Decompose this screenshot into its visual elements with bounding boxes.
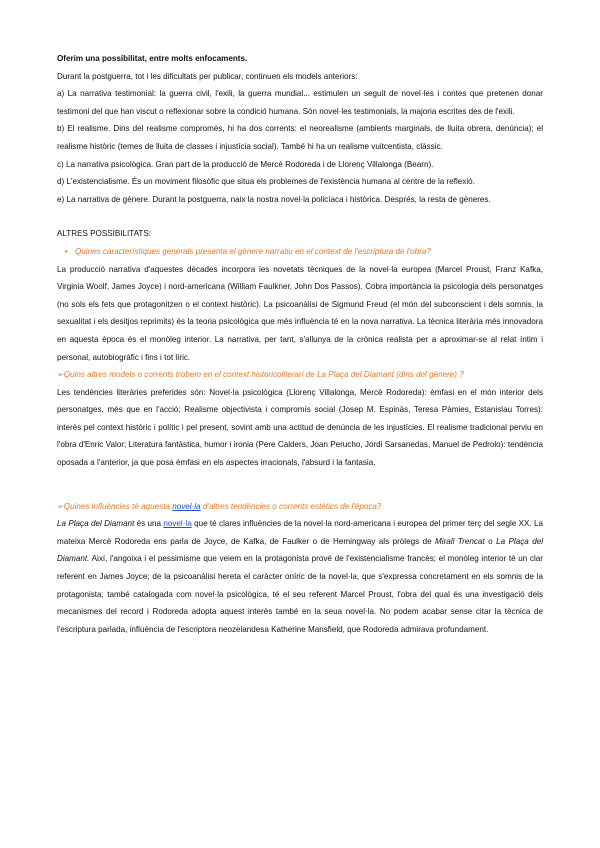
intro-lead: Durant la postguerra, tot i les dificultats per publicar, continuen els models anteriors: xyxy=(57,71,358,81)
answer-3-part: o xyxy=(484,536,497,546)
question-1-text: Quines característiques generals presenta el gènere narratiu en el context de l'escriptura de l'obra? xyxy=(75,246,431,256)
answer-3-part: Així, l'angoixa i el pessimisme que veiem en la protagonista prové de l'existencialisme francès; el monòleg interior té un clar referent en James Joyce; de la psicoanàlisi hereta el caràcter oníric de la novel·la, que s'expressa concretament en els somnis de la protagonista; també catalogada com novel·la psicològica, té el seu referent Marcel Proust, l'obra del qual és una investigació dels mecanismes del record i Rodoreda adopta aquest interès també en la seua novel·la. No podem acabar sense citar la tècnica de l'escriptura parlada, influència de l'escriptora neozelandesa Katherine Mansfield, que Rodoreda admirava profundament. xyxy=(57,554,543,634)
list-item-b: b) El realisme. Dins del realisme compromès, hi ha dos corrents: el neorealisme (ambients marginals, de lluita obrera, denúncia); el realisme històric (temes de lluita de classes i injustícia social). També hi ha un realisme vuitcentista, clàssic. xyxy=(57,124,543,151)
book-title: La Plaça del Diamant xyxy=(57,519,135,529)
book-title-placa: La Plaça del Diamant. xyxy=(57,536,544,564)
novella-link[interactable]: novel·la xyxy=(172,501,201,511)
answer-2: Les tendències literàries preferides són: Novel·la psicològica (Llorenç Villalonga, Mercè Rodoreda): èmfasi en el món interior dels personatges, més que en l'acció; Realisme objectivista i compromís social (Josep M. Espinàs, Teresa Pàmies, Estanislau Torres): interès pel context històric i polític i pel present, sovint amb una actitud de denúncia de les injustícies. El realisme tradicional perviu en l'obra d'Enric Valor; Literatura fantàstica, humor i ironia (Pere Calders, Joan Perucho, Jordi Sarsanedas, Manuel de Pedrolo): tendència oposada a l'anterior, ja que posa èmfasi en els aspectes irracionals, l'absurd i la fantasia. xyxy=(57,387,543,468)
question-3-post: d'altres tendències o corrents estètics de l'època? xyxy=(200,501,382,511)
spacer xyxy=(57,472,543,498)
novella-link-2[interactable]: novel·la xyxy=(163,519,192,529)
list-item-e: e) La narrativa de gènere. Durant la postguerra, naix la nostra novel·la policíaca i històrica. Després, la resta de gèneres. xyxy=(57,194,491,204)
question-2: ➢Quins altres models o corrents trobem en el context historicoliterari de La Plaça del Diamant (dins del gènere) ? xyxy=(57,370,464,380)
list-item-d: d) L'existencialisme. És un moviment filosòfic que situa els problemes de l'existència humana al centre de la reflexió. xyxy=(57,177,475,187)
bullet-icon: • xyxy=(64,246,68,256)
answer-3-part: és una xyxy=(134,519,164,529)
intro-title: Oferim una possibilitat, entre molts enfocaments. xyxy=(57,54,248,63)
list-item-a: a) La narrativa testimonial: la guerra civil, l'exili, la guerra mundial... estimulen un seguit de novel·les i contes que pretenen donar testimoni del que han viscut o reflexionar sobre la condició humana. Són novel·les testimonials, la majoria escrites des de l'exili. xyxy=(57,89,543,116)
question-3 xyxy=(57,498,543,516)
altres-heading: ALTRES POSSIBILITATS: xyxy=(57,229,152,239)
question-1 xyxy=(57,243,543,261)
answer-3 xyxy=(57,515,543,638)
document-page xyxy=(57,50,543,638)
answer-3-part: que té clares influències de la novel·la nord-americana i europea del primer terç del segle XX. La mateixa Mercè Rodoreda ens parla de Joyce, de Kafka, de Faulker o de Hemingway als pròlegs de xyxy=(57,519,544,546)
question-3-pre: ➢Quines influències té aquesta xyxy=(57,501,173,511)
answer-1: La producció narrativa d'aquestes dècades incorpora les novetats tècniques de la novel·la europea (Marcel Proust, Franz Kafka, Virginia Woolf, James Joyce) i nord-americana (William Faulkner, John Dos Passos). Cobra importància la psicologia dels personatges (no sols els fets que protagonitzen o el context històric). La psicoanàlisi de Sigmund Freud (el món del subconscient i dels somnis, la sexualitat i els desitjos reprimits) és la teoria psicològica que més influència té en la nova narrativa. La tècnica literària més innovadora en aquesta època és el monòleg interior. La narrativa, per tant, s'allunya de la crònica realista per a aproximar-se al relat íntim i personal, autobiogràfic i fins i tot líric. xyxy=(57,264,543,362)
spacer xyxy=(57,208,543,225)
list-item-c: c) La narrativa psicològica. Gran part de la producció de Mercè Rodoreda i de Llorenç Villalonga (Bearn). xyxy=(57,159,434,169)
book-title-mirall: Mirall Trencat xyxy=(435,536,485,546)
